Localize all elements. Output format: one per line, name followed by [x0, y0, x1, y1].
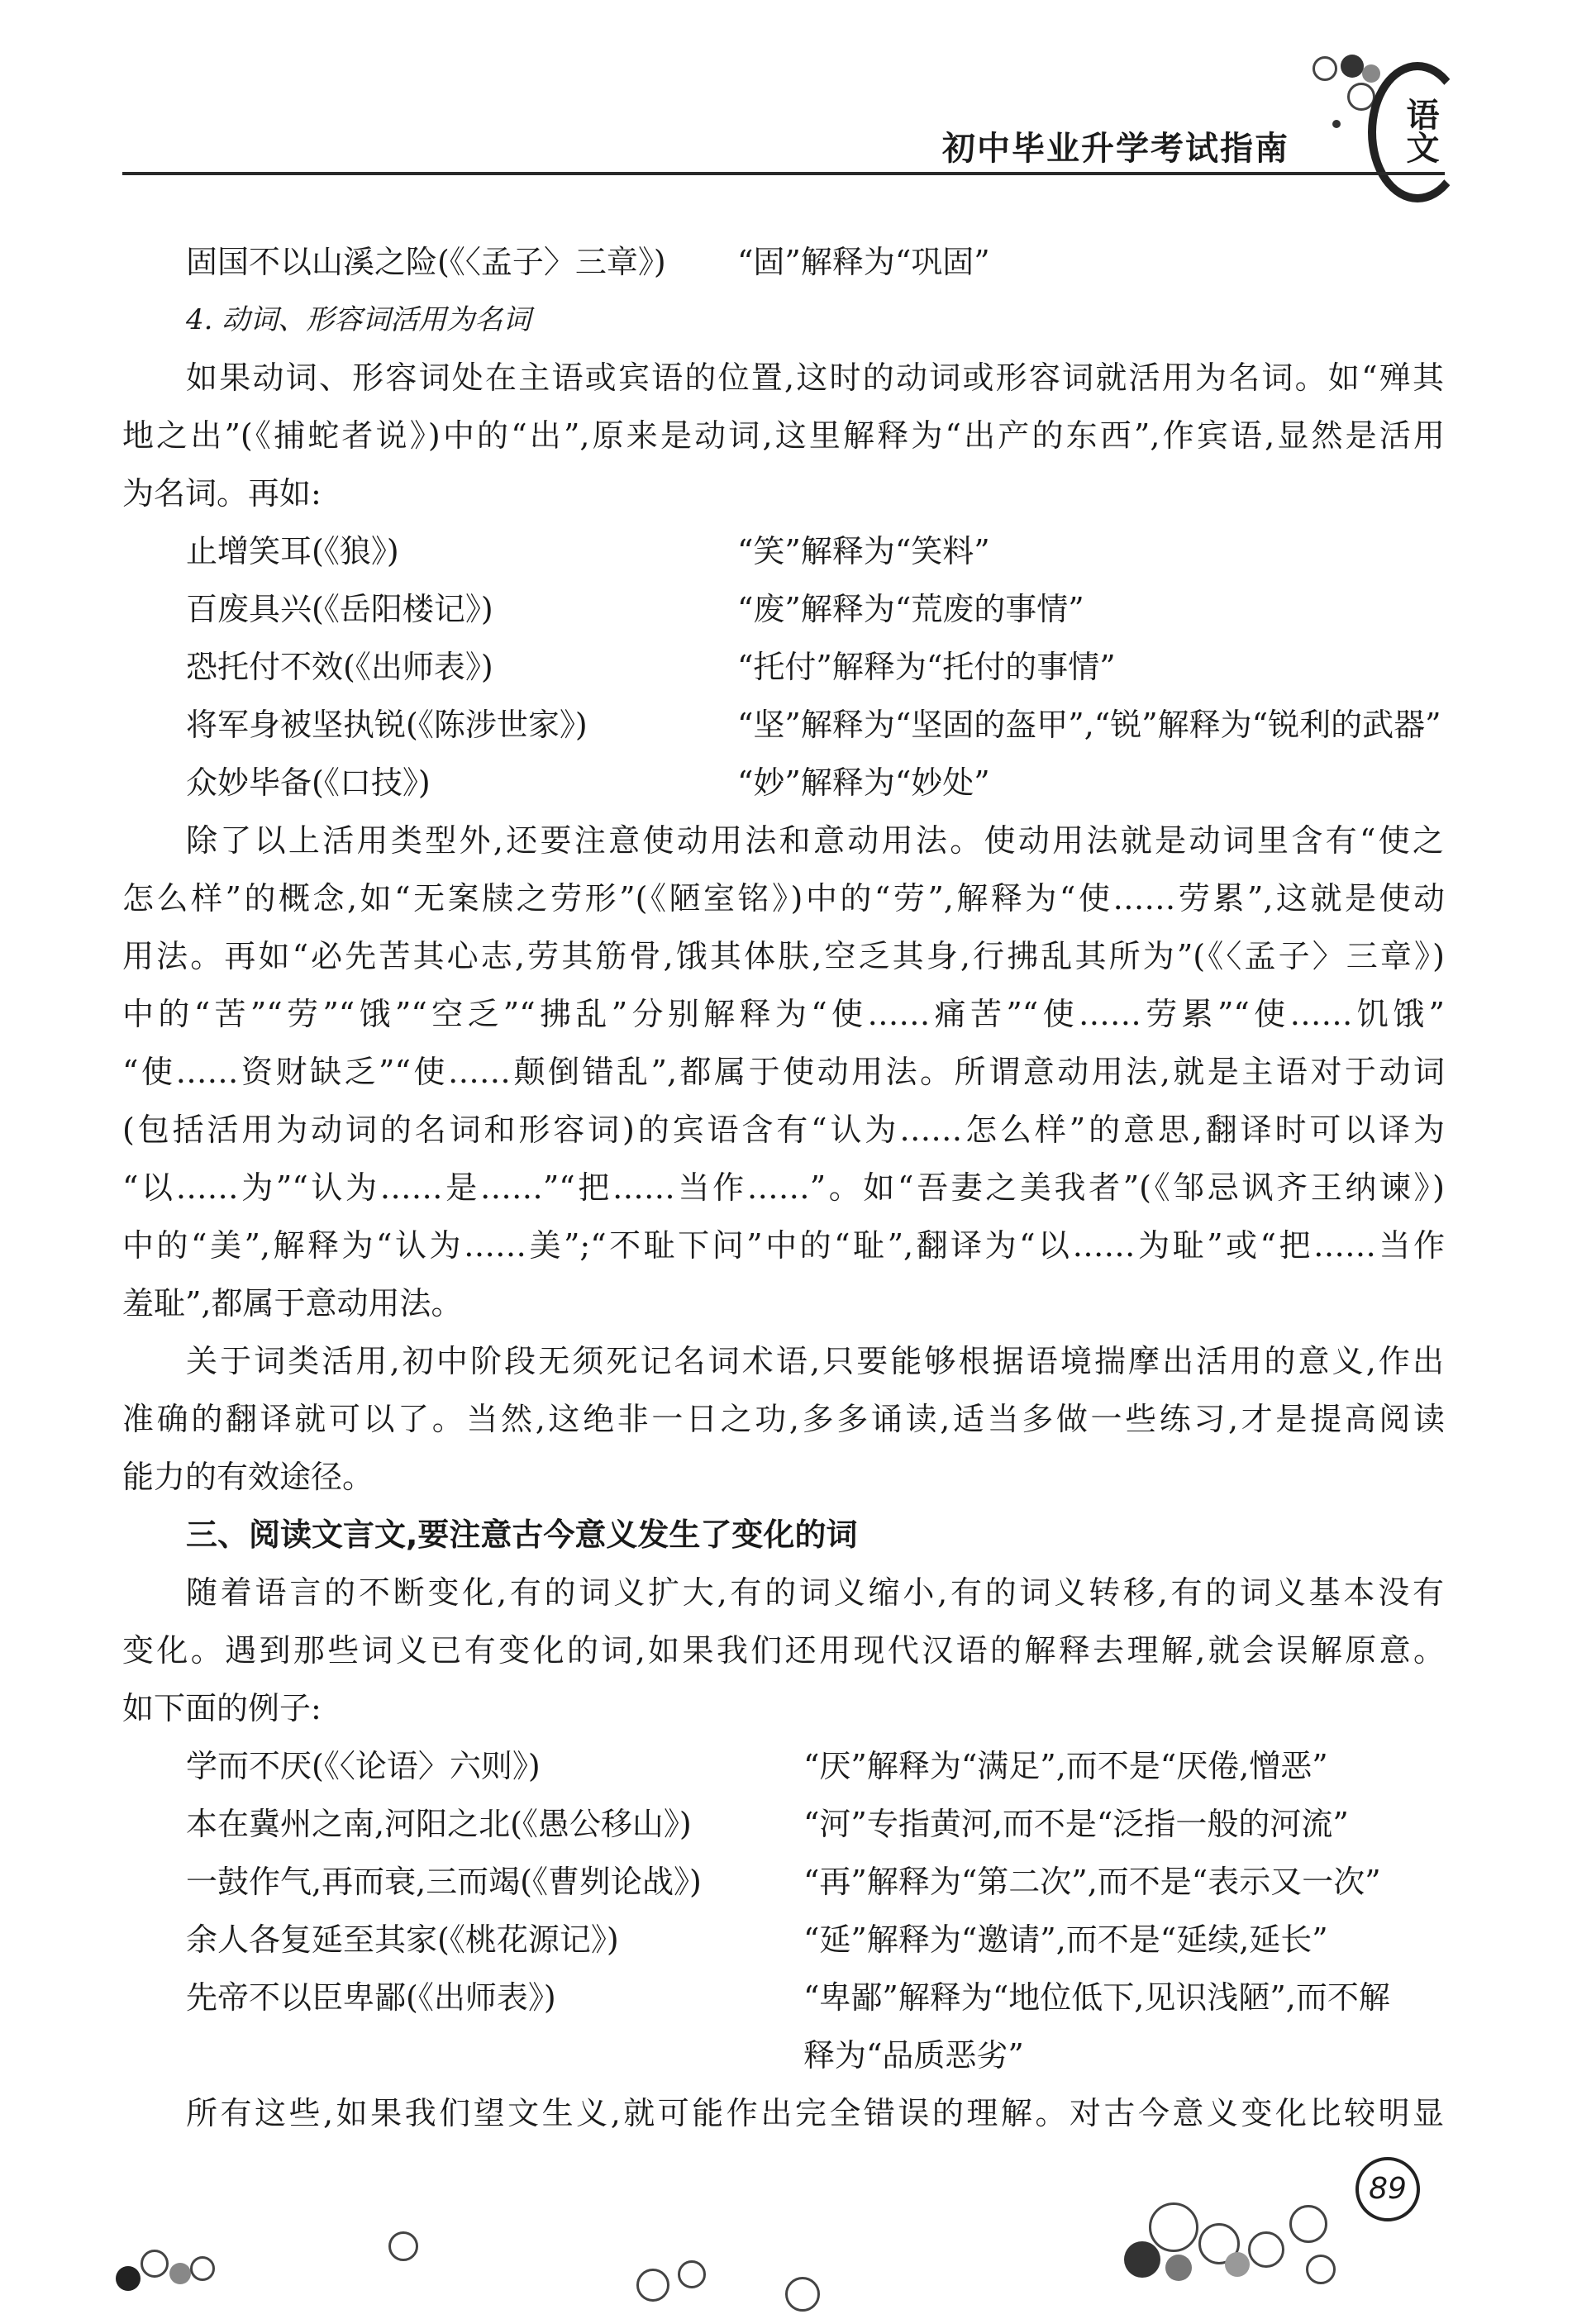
example-explanation: “托付”解释为“托付的事情” — [737, 649, 1116, 685]
subject-label: 语文 — [1401, 98, 1439, 164]
example-explanation: “笑”解释为“笑料” — [737, 533, 990, 569]
paragraph-line: 关于词类活用,初中阶段无须死记名词术语,只要能够根据语境揣摩出活用的意义,作出 — [186, 1343, 1444, 1379]
example-line: 止增笑耳(《狼》) — [186, 533, 399, 569]
paragraph-line: 羞耻”,都属于意动用法。 — [122, 1285, 463, 1321]
decor-circle-icon — [636, 2269, 669, 2302]
paragraph-line: (包括活用为动词的名词和形容词)的宾语含有“认为……怎么样”的意思,翻译时可以译为 — [122, 1112, 1445, 1148]
paragraph-line: 怎么样”的概念,如“无案牍之劳形”(《陋室铭》)中的“劳”,解释为“使……劳累”,这就是使动 — [122, 880, 1445, 917]
example-explanation: 释为“品质恶劣” — [803, 2037, 1024, 2074]
paragraph-line: 为名词。再如: — [122, 475, 322, 512]
example-explanation: “厌”解释为“满足”,而不是“厌倦,憎恶” — [803, 1748, 1328, 1784]
example-line: 学而不厌(《〈论语〉六则》) — [186, 1748, 541, 1784]
paragraph-line: 能力的有效途径。 — [122, 1459, 374, 1495]
example-explanation: “坚”解释为“坚固的盔甲”,“锐”解释为“锐利的武器” — [737, 707, 1441, 743]
decor-circle-icon — [388, 2231, 418, 2261]
paragraph-line: 除了以上活用类型外,还要注意使动用法和意动用法。使动用法就是动词里含有“使之 — [186, 822, 1444, 859]
decor-dot-icon — [116, 2266, 141, 2291]
page-title: 初中毕业升学考试指南 — [942, 130, 1289, 168]
paragraph-line: 所有这些,如果我们望文生义,就可能作出完全错误的理解。对古今意义变化比较明显 — [186, 2095, 1444, 2131]
paragraph-line: 地之出”(《捕蛇者说》)中的“出”,原来是动词,这里解释为“出产的东西”,作宾语,显然是活用 — [122, 417, 1445, 454]
decor-circle-icon — [1248, 2231, 1284, 2268]
example-line: 众妙毕备(《口技》) — [186, 764, 431, 801]
example-explanation: “河”专指黄河,而不是“泛指一般的河流” — [803, 1806, 1349, 1842]
decor-dot-icon — [1225, 2252, 1250, 2277]
header-divider — [122, 172, 1445, 175]
section-subheading: 4. 动词、形容词活用为名词 — [186, 303, 531, 336]
decor-dot-icon — [1124, 2241, 1160, 2278]
example-explanation: “卑鄙”解释为“地位低下,见识浅陋”,而不解 — [803, 1979, 1390, 2016]
paragraph-line: “以……为”“认为……是……”“把……当作……”。如“吾妻之美我者”(《邹忌讽齐王纳谏》) — [122, 1169, 1445, 1206]
paragraph-line: “使……资财缺乏”“使……颠倒错乱”,都属于使动用法。所谓意动用法,就是主语对于动词 — [122, 1054, 1445, 1090]
example-line: 一鼓作气,再而衰,三而竭(《曹刿论战》) — [186, 1864, 702, 1900]
section-heading: 三、阅读文言文,要注意古今意义发生了变化的词 — [186, 1517, 858, 1553]
paragraph-line: 中的“苦”“劳”“饿”“空乏”“拂乱”分别解释为“使……痛苦”“使……劳累”“使……饥饿” — [122, 996, 1445, 1032]
decor-dot-icon — [1165, 2255, 1192, 2281]
example-line: 先帝不以臣卑鄙(《出师表》) — [186, 1979, 556, 2016]
paragraph-line: 变化。遇到那些词义已有变化的词,如果我们还用现代汉语的解释去理解,就会误解原意。 — [122, 1632, 1445, 1669]
decor-circle-icon — [190, 2256, 215, 2281]
paragraph-line: 中的“美”,解释为“认为……美”;“不耻下问”中的“耻”,翻译为“以……为耻”或“把……当作 — [122, 1227, 1445, 1264]
example-explanation: “妙”解释为“妙处” — [737, 764, 990, 801]
decor-circle-icon — [1289, 2205, 1327, 2243]
decor-dot-icon — [1332, 120, 1341, 128]
example-line: 百废具兴(《岳阳楼记》) — [186, 591, 493, 627]
example-explanation: “再”解释为“第二次”,而不是“表示又一次” — [803, 1864, 1381, 1900]
decor-circle-icon — [141, 2250, 169, 2278]
decor-dot-icon — [169, 2263, 191, 2284]
paragraph-line: 如果动词、形容词处在主语或宾语的位置,这时的动词或形容词就活用为名词。如“殚其 — [186, 360, 1444, 396]
decor-dot-icon — [1341, 55, 1364, 78]
paragraph-line: 准确的翻译就可以了。当然,这绝非一日之功,多多诵读,适当多做一些练习,才是提高阅读 — [122, 1401, 1445, 1437]
decor-circle-icon — [678, 2260, 706, 2288]
example-explanation: “延”解释为“邀请”,而不是“延续,延长” — [803, 1921, 1328, 1958]
example-line: 恐托付不效(《出师表》) — [186, 649, 493, 685]
decor-dot-icon — [1362, 64, 1380, 83]
paragraph-line: 如下面的例子: — [122, 1690, 322, 1726]
decor-circle-icon — [785, 2277, 820, 2312]
decor-circle-icon — [1313, 56, 1337, 81]
decor-circle-icon — [1149, 2202, 1198, 2252]
page-number: 89 — [1355, 2157, 1420, 2221]
example-line: 将军身被坚执锐(《陈涉世家》) — [186, 707, 588, 743]
paragraph-line: 用法。再如“必先苦其心志,劳其筋骨,饿其体肤,空乏其身,行拂乱其所为”(《〈孟子〉三章》) — [122, 938, 1445, 974]
example-explanation: “固”解释为“巩固” — [737, 244, 990, 280]
example-line: 固国不以山溪之险(《〈孟子〉三章》) — [186, 244, 666, 280]
example-line: 余人各复延至其家(《桃花源记》) — [186, 1921, 619, 1958]
example-line: 本在冀州之南,河阳之北(《愚公移山》) — [186, 1806, 692, 1842]
example-explanation: “废”解释为“荒废的事情” — [737, 591, 1084, 627]
decor-circle-icon — [1306, 2255, 1336, 2284]
paragraph-line: 随着语言的不断变化,有的词义扩大,有的词义缩小,有的词义转移,有的词义基本没有 — [186, 1574, 1444, 1611]
